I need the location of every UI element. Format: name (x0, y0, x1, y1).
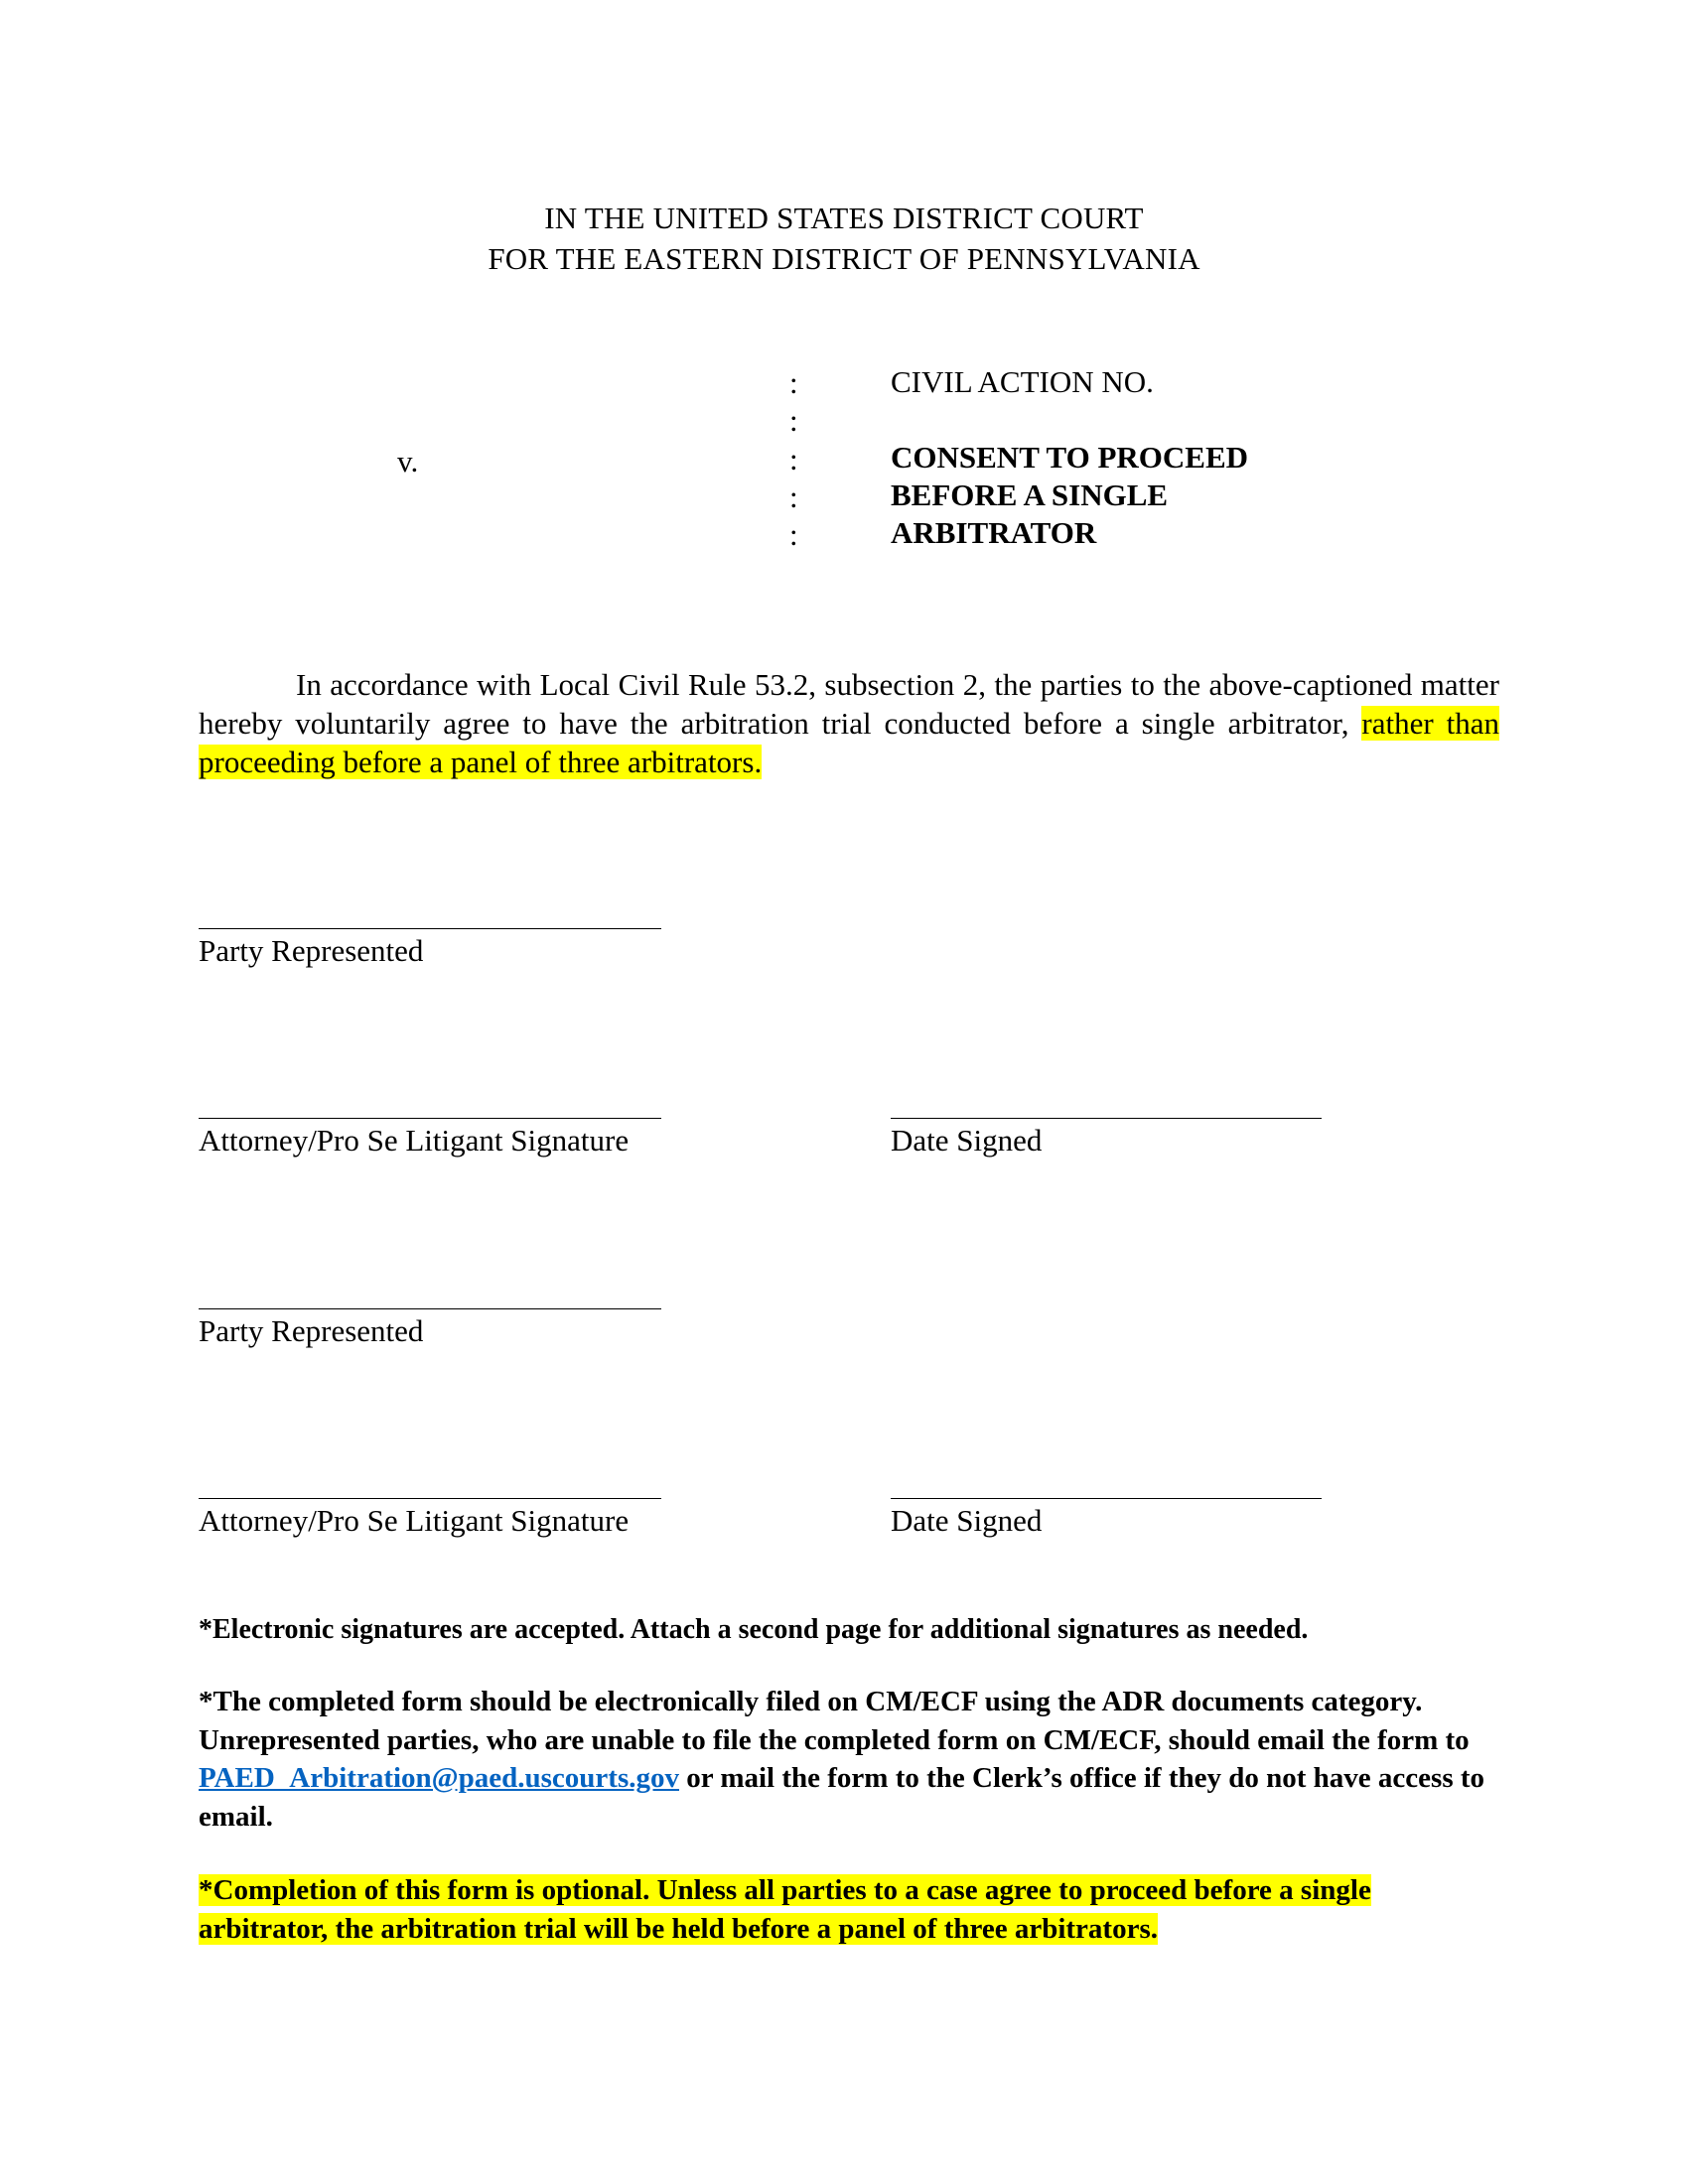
party-represented-label-2: Party Represented (199, 1313, 424, 1348)
optional-completion-note (199, 1871, 1489, 1948)
court-heading-line-1: IN THE UNITED STATES DISTRICT COURT (544, 201, 1144, 235)
consent-paragraph (199, 665, 1499, 781)
highlighted-consent-text: rather than proceeding before a panel of three arbitrators. (199, 706, 1499, 779)
consent-paragraph-text: In accordance with Local Civil Rule 53.2, subsection 2, the parties to the above-captioned matter hereby voluntarily agree to have the arbitration trial conducted before a single arbitrator, (199, 667, 1499, 741)
caption-colon: : (789, 403, 798, 438)
caption-versus: v. (397, 444, 419, 478)
filing-instructions-text: *The completed form should be electronically filed on CM/ECF using the ADR documents category. Unrepresented parties, who are unable to file the completed form on CM/ECF, should email the form to (199, 1686, 1470, 1756)
date-signed-line-1[interactable] (891, 1118, 1322, 1119)
attorney-signature-label-2: Attorney/Pro Se Litigant Signature (199, 1503, 630, 1538)
party-represented-line-2[interactable] (199, 1308, 661, 1309)
attorney-signature-line-1[interactable] (199, 1118, 661, 1119)
filing-instructions-note (199, 1683, 1489, 1836)
optional-completion-text: *Completion of this form is optional. Unless all parties to a case agree to proceed before a single arbitrator, the arbitration trial will be held before a panel of three arbitrators. (199, 1874, 1371, 1945)
date-signed-label-2: Date Signed (891, 1503, 1043, 1538)
electronic-signatures-note: *Electronic signatures are accepted. Attach a second page for additional signatures as needed. (199, 1614, 1309, 1645)
date-signed-line-2[interactable] (891, 1498, 1322, 1499)
date-signed-label-1: Date Signed (891, 1123, 1043, 1158)
party-represented-line-1[interactable] (199, 928, 661, 929)
document-title-line: ARBITRATOR (891, 515, 1097, 550)
document-title-line: CONSENT TO PROCEED (891, 440, 1249, 475)
caption-colon: : (789, 479, 798, 514)
caption-colon: : (789, 442, 798, 477)
attorney-signature-line-2[interactable] (199, 1498, 661, 1499)
arbitration-email-link[interactable]: PAED_Arbitration@paed.uscourts.gov (199, 1762, 679, 1794)
caption-colon: : (789, 365, 798, 400)
filing-instructions-text-end: or mail the form to the Clerk’s office if they do not have access to email. (199, 1762, 1485, 1833)
party-represented-label-1: Party Represented (199, 933, 424, 968)
civil-action-number-label: CIVIL ACTION NO. (891, 364, 1154, 399)
document-title-line: BEFORE A SINGLE (891, 478, 1169, 512)
court-heading-line-2: FOR THE EASTERN DISTRICT OF PENNSYLVANIA (488, 241, 1200, 276)
caption-colon: : (789, 517, 798, 552)
attorney-signature-label-1: Attorney/Pro Se Litigant Signature (199, 1123, 630, 1158)
